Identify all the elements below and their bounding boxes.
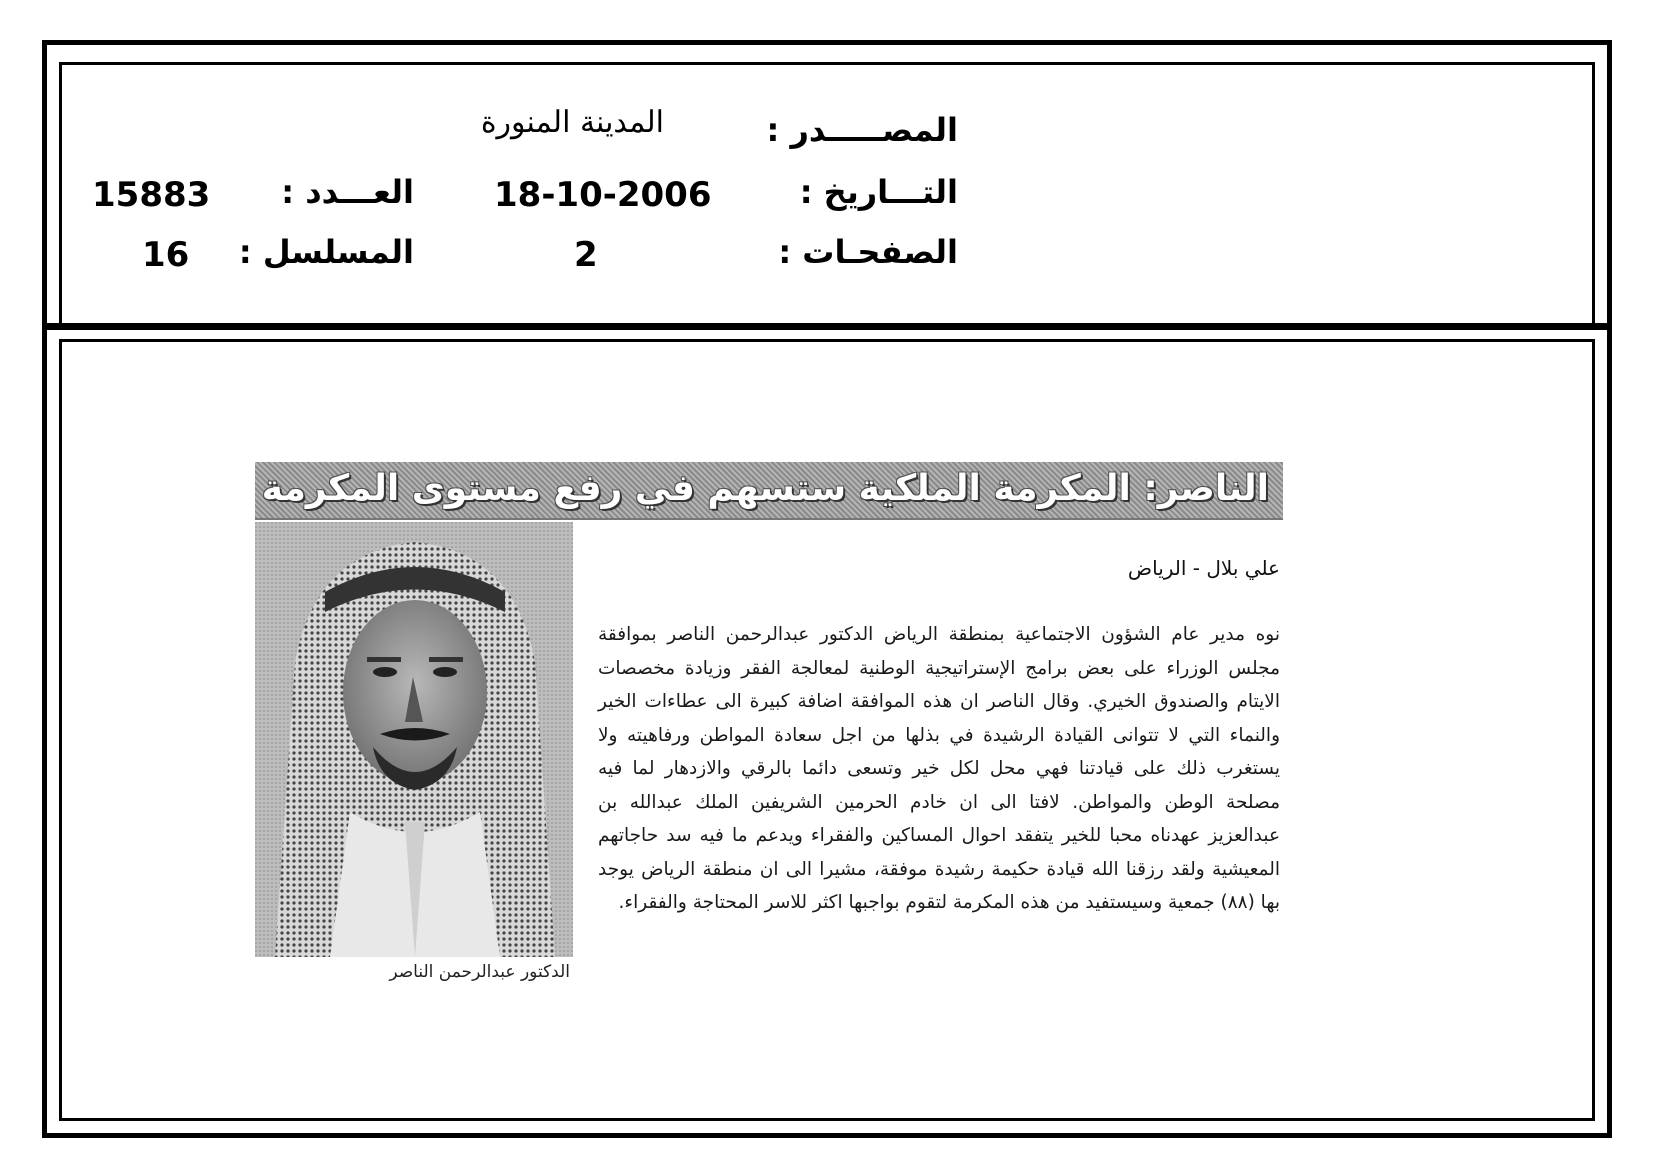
serial-label: المسلسل : (238, 233, 414, 271)
pages-label: الصفحـات : (778, 233, 958, 271)
date-value: 18-10-2006 (494, 175, 712, 215)
source-value: المدينة المنورة (480, 105, 664, 140)
header-divider (42, 323, 1612, 330)
issue-value: 15883 (92, 175, 211, 215)
article-headline-banner (255, 462, 1283, 520)
portrait-illustration (255, 522, 573, 957)
source-label: المصـــــدر : (766, 111, 958, 149)
article-byline: علي بلال - الرياض (1127, 556, 1280, 580)
article-headline: الناصر: المكرمة الملكية ستسهم في رفع مستوى المكرمة (261, 468, 1269, 509)
article-body: نوه مدير عام الشؤون الاجتماعية بمنطقة الرياض الدكتور عبدالرحمن الناصر بموافقة مجلس الوزراء على بعض برامج الإستراتيجية الوطنية لمعالجة الفقر وزيادة مخصصات الايتام والصندوق الخيري. وقال الناصر ان هذه الموافقة اضافة كبيرة الى عطاءات الخير والنماء التي لا تتوانى القيادة الرشيدة في بذلها من اجل سعادة المواطن ورفاهيته ولا يستغرب ذلك على قيادتنا فهي محل لكل خير وتسعى دائما بالرقي والازدهار لما فيه مصلحة الوطن والمواطن. لافتا الى ان خادم الحرمين الشريفين الملك عبدالله بن عبدالعزيز عهدناه محبا للخير يتفقد احوال المساكين والفقراء ويدعم ما فيه سد حاجاتهم المعيشية ولقد رزقنا الله قيادة حكيمة رشيدة موفقة، مشيرا الى ان منطقة الرياض يوجد بها (٨٨) جمعية وسيستفيد من هذه المكرمة لتقوم بواجبها اكثر للاسر المحتاجة والفقراء. (598, 624, 1280, 913)
serial-value: 16 (142, 235, 190, 275)
date-label: التـــاريخ : (799, 173, 958, 211)
pages-value: 2 (574, 235, 598, 275)
issue-label: العـــدد : (281, 173, 414, 211)
portrait-photo (255, 522, 573, 957)
photo-caption: الدكتور عبدالرحمن الناصر (389, 962, 570, 982)
